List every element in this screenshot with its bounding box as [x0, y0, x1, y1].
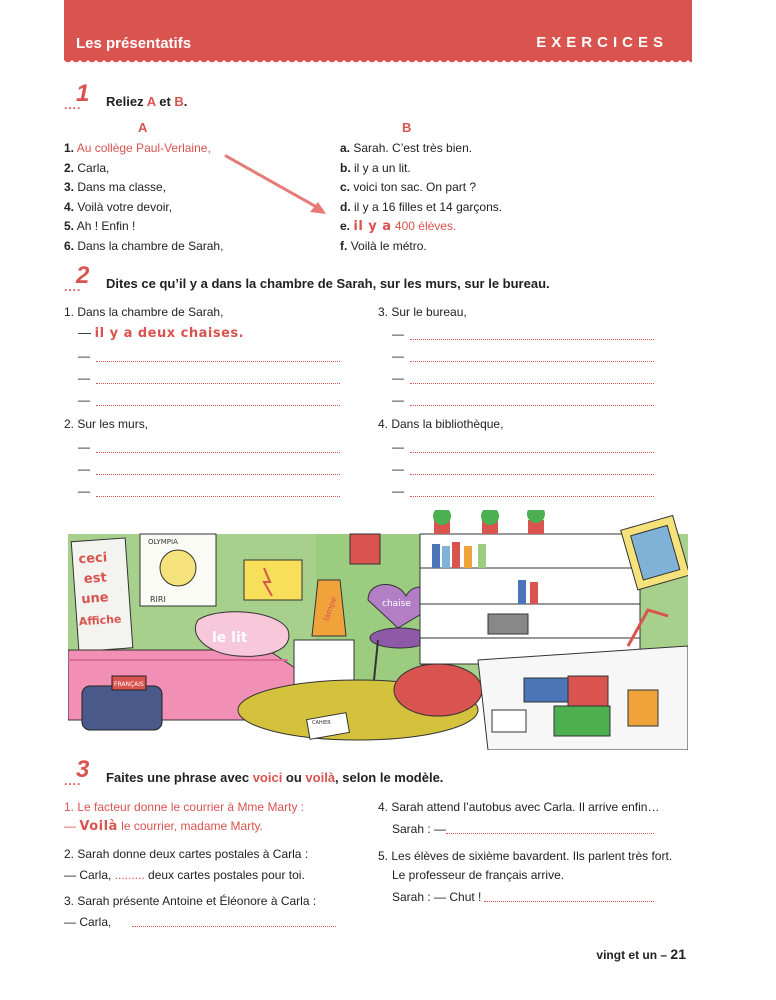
postcard	[492, 710, 526, 732]
pencil-pot	[628, 690, 658, 726]
section-title: Les présentatifs	[76, 35, 192, 52]
answer-dash: —	[78, 484, 90, 498]
ex2-question-2: 2. Sur les murs,	[64, 417, 149, 431]
answer-line[interactable]	[96, 370, 340, 384]
column-b-item: b. il y a un lit.	[340, 160, 411, 175]
ex3-item-5-answer: Sarah : — Chut !	[392, 890, 482, 904]
answer-dash: —	[392, 393, 404, 407]
exercise-3-header	[64, 756, 444, 788]
column-b-item: c. voici ton sac. On part ?	[340, 180, 477, 195]
answer-dash: —	[78, 349, 90, 363]
header-banner	[64, 0, 692, 60]
poster-text-2: est	[83, 570, 108, 587]
calendar-red	[568, 676, 608, 706]
ex3-item-2-prompt: 2. Sarah donne deux cartes postales à Carla :	[64, 847, 309, 861]
small-frame	[350, 534, 380, 564]
poster-text-4: Affiche	[78, 612, 122, 629]
bedroom-illustration	[68, 510, 688, 750]
answer-dash: —	[78, 462, 90, 476]
ex2-question-4: 4. Dans la bibliothèque,	[378, 417, 504, 431]
column-a-item: 2. Carla,	[64, 160, 110, 175]
ex3-item-3-answer: — Carla,	[64, 915, 112, 929]
match-arrow	[222, 152, 332, 222]
ex3-item-2-answer: — Carla, ......... deux cartes postales pour toi.	[64, 868, 305, 882]
column-a-item: 5. Ah ! Enfin !	[64, 219, 136, 234]
ex3-item-1-prompt: 1. Le facteur donne le courrier à Mme Marty :	[64, 800, 305, 814]
answer-line[interactable]	[410, 483, 654, 497]
book-label: CAHIER	[312, 720, 331, 726]
exercise-1-header	[64, 80, 188, 112]
ex3-item-4-prompt: 4. Sarah attend l’autobus avec Carla. Il arrive enfin…	[378, 800, 660, 814]
answer-dash: —	[78, 440, 90, 454]
exercise-number: 1 ....	[64, 80, 90, 112]
page-footer: vingt et un – 21	[596, 946, 686, 962]
ex3-item-5-prompt-2: Le professeur de français arrive.	[392, 868, 565, 882]
answer-line[interactable]	[410, 392, 654, 406]
column-b-item: d. il y a 16 filles et 14 garçons.	[340, 199, 503, 214]
answer-line[interactable]	[410, 348, 654, 362]
exercise-1-title: Reliez A et B.	[106, 94, 188, 109]
column-b-item: a. Sarah. C’est très bien.	[340, 141, 473, 155]
answer-line[interactable]	[410, 439, 654, 453]
poster-text-1: ceci	[78, 550, 108, 568]
ex3-item-3-prompt: 3. Sarah présente Antoine et Éléonore à Carla :	[64, 894, 317, 908]
answer-dash: —	[392, 484, 404, 498]
answer-line[interactable]	[96, 439, 340, 453]
column-b-heading: B	[402, 120, 412, 135]
ex3-item-4-answer: Sarah : —	[392, 822, 447, 836]
column-a-item: 4. Voilà votre devoir,	[64, 199, 173, 214]
red-pouf	[394, 664, 482, 716]
bag-label: FRANÇAIS	[114, 681, 144, 688]
exercise-2-header	[64, 262, 550, 294]
bed-label: le lit	[212, 630, 248, 646]
answer-dash: —	[392, 462, 404, 476]
lamp-label: lampe	[321, 595, 339, 623]
column-a-item: 6. Dans la chambre de Sarah,	[64, 239, 224, 253]
ex2-question-3: 3. Sur le bureau,	[378, 305, 467, 319]
answer-line[interactable]	[410, 461, 654, 475]
answer-line[interactable]	[410, 370, 654, 384]
exercise-3-title: Faites une phrase avec voici ou voilà, selon le modèle.	[106, 770, 444, 785]
answer-line[interactable]	[96, 348, 340, 362]
column-a-heading: A	[138, 120, 148, 135]
answer-line[interactable]	[96, 483, 340, 497]
riri-text: RIRI	[150, 595, 166, 604]
calendar-green	[554, 706, 610, 736]
radio	[488, 614, 528, 634]
exercises-label: EXERCICES	[536, 34, 668, 51]
banner-scallop	[64, 58, 692, 66]
ex3-item-5-prompt: 5. Les élèves de sixième bavardent. Ils parlent très fort.	[378, 849, 673, 863]
exercise-2-title: Dites ce qu’il y a dans la chambre de Sarah, sur les murs, sur le bureau.	[106, 276, 550, 291]
orange-lamp	[312, 580, 346, 636]
answer-dash: —	[392, 349, 404, 363]
answer-line[interactable]	[132, 913, 336, 927]
answer-line[interactable]	[96, 392, 340, 406]
answer-dash: —	[392, 371, 404, 385]
column-b-item: e. il y a 400 élèves.	[340, 219, 457, 235]
answer-dash: —	[392, 327, 404, 341]
answer-line[interactable]	[96, 461, 340, 475]
poster-text-3: une	[80, 590, 110, 608]
olympia-text: OLYMPIA	[148, 538, 178, 546]
ex3-item-1-answer: — Voilà le courrier, madame Marty.	[64, 819, 263, 834]
answer-line[interactable]	[484, 888, 654, 902]
bookshelf	[420, 534, 640, 664]
answer-line[interactable]	[446, 820, 654, 834]
column-a-item: 3. Dans ma classe,	[64, 180, 167, 195]
chair-label: chaise	[382, 599, 411, 609]
exercise-number: 3 ....	[64, 756, 90, 788]
yellow-frame	[244, 560, 302, 600]
column-a-item: 1. Au collège Paul-Verlaine,	[64, 141, 211, 155]
answer-dash: —	[78, 371, 90, 385]
exercise-number: 2 ....	[64, 262, 90, 294]
olympia-poster	[140, 534, 216, 606]
column-b-item: f. Voilà le métro.	[340, 239, 427, 253]
ex2-question-1: 1. Dans la chambre de Sarah,	[64, 305, 224, 319]
page-number: 21	[670, 946, 686, 962]
answer-dash: —	[392, 440, 404, 454]
answer-dash: —	[78, 393, 90, 407]
plants	[433, 510, 545, 534]
ex2-example: — il y a deux chaises.	[78, 325, 245, 341]
answer-line[interactable]	[410, 326, 654, 340]
poster	[71, 538, 133, 651]
